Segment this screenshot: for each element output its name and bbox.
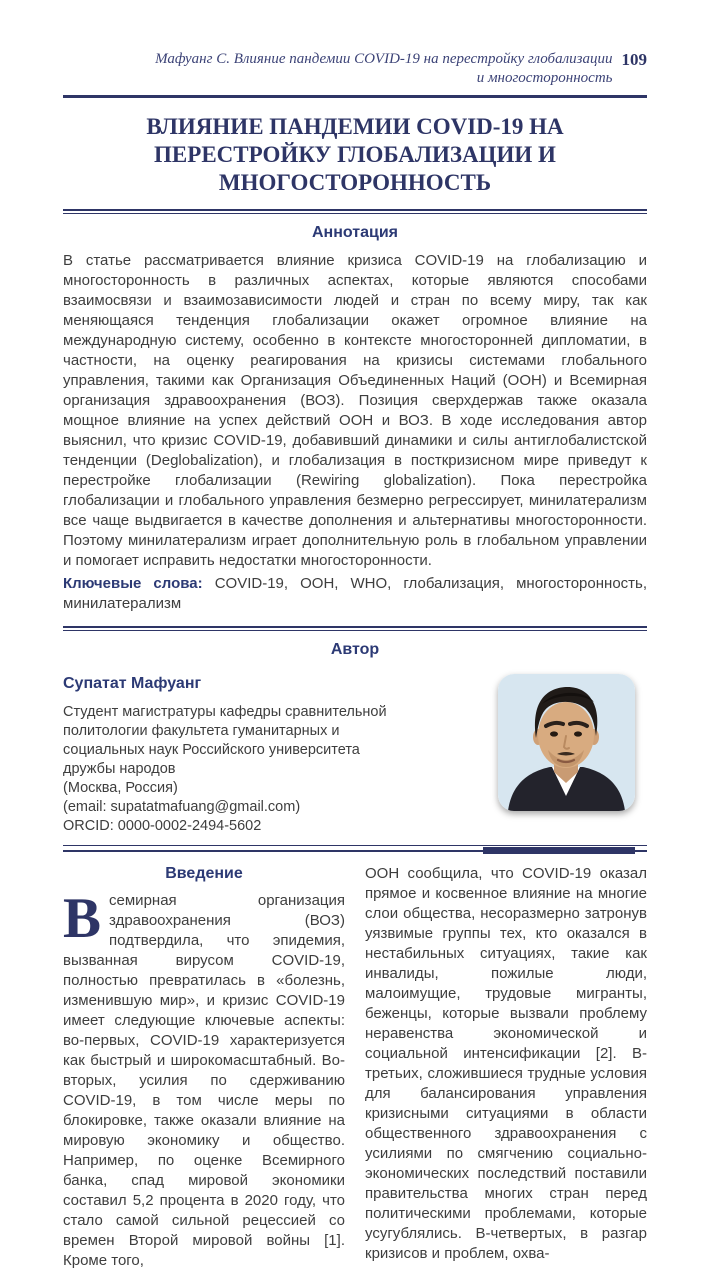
intro-column-right bbox=[365, 864, 647, 1271]
author-heading: Автор bbox=[330, 641, 380, 658]
keywords-label: Ключевые слова: bbox=[63, 575, 203, 592]
running-header bbox=[63, 50, 647, 88]
intro-column-left bbox=[63, 864, 345, 1271]
author-name: Супатат Мафуанг bbox=[63, 675, 202, 692]
title-rule bbox=[63, 209, 647, 214]
article-title: ВЛИЯНИЕ ПАНДЕМИИ COVID-19 НА ПЕРЕСТРОЙКУ ГЛОБАЛИЗАЦИИ И МНОГОСТОРОННОСТЬ bbox=[146, 114, 564, 195]
author-location: (Москва, Россия) bbox=[63, 780, 178, 796]
introduction-heading: Введение bbox=[165, 865, 243, 882]
intro-paragraph-right: ООН сообщила, что COVID-19 оказал прямое и косвенное влияние на многие слои общества, несоразмерно затронув уязвимые группы тех, кто оказался в нестабильных ситуациях, такие как инвалиды, пожилые люди, малоимущие, трудовые мигранты, беженцы, которые вызвали проблему неравенства экономической и социальной интенсификации [2]. В-третьих, сложившиеся трудные условия для балансирования управления кризисными ситуациями в области общественного здравоохранения с усилиями по смягчению социально-экономических последствий поставили правительства многих стран перед политическими проблемами, которые усугублялись. В-четвертых, в разгар кризисов и проблем, охва- bbox=[365, 865, 647, 1262]
intro-paragraph-left bbox=[63, 887, 345, 1271]
author-affiliation: Студент магистратуры кафедры сравнительной политологии факультета гуманитарных и социальных наук Российского университета дружбы народов bbox=[63, 704, 387, 777]
page-number: 109 bbox=[621, 50, 647, 69]
author-email: (email: supatatmafuang@gmail.com) bbox=[63, 799, 301, 815]
running-title-line1: Мафуанг С. Влияние пандемии COVID-19 на перестройку глобализации bbox=[155, 51, 613, 67]
author-photo bbox=[498, 674, 635, 811]
author-block bbox=[63, 674, 647, 836]
abstract-text: В статье рассматривается влияние кризиса COVID-19 на глобализацию и многосторонность в различных аспектах, которые являются способами взаимосвязи и взаимозависимости людей и стран по всему миру, так как меняющаяся тенденция глобализации окажет огромное влияние на международную систему, особенно в контексте многосторонней дипломатии, в частности, на оценку реагирования на кризисы системами глобального управления, такими как Организация Объединенных Наций (ООН) и Всемирная организация здравоохранения (ВОЗ). Позиция сверхдержав также оказала мощное влияние на успех действий ООН и ВОЗ. В ходе исследования автор выяснил, что кризис COVID-19, добавивший динамики и силы антиглобалистской тенденции (Deglobalization), и глобализация в посткризисном мире приведут к перестройке глобализации (Rewiring globalization). Пока перестройка глобализации и глобального управления безмерно регрессирует, минилатерализм все чаще выдвигается в качестве дополнения и альтернативы многосторонности. Поэтому минилатерализм играет дополнительную роль в глобальном управлении и помогает исправить недостатки многосторонности. bbox=[63, 252, 647, 569]
keywords-line bbox=[63, 574, 647, 614]
running-title bbox=[155, 50, 612, 88]
running-title-line2: и многосторонность bbox=[476, 70, 613, 86]
author-orcid: ORCID: 0000-0002-2494-5602 bbox=[63, 818, 262, 834]
keywords-list: COVID-19, ООН, WHO, глобализация, многосторонность, минилатерализм bbox=[63, 575, 648, 612]
author-bottom-rule bbox=[63, 845, 647, 852]
author-section-rule bbox=[63, 626, 647, 631]
introduction-columns bbox=[63, 864, 647, 1271]
intro-paragraph-left-text: семирная организация здравоохранения (ВОЗ) подтвердила, что эпидемия, вызванная вирусом COVID-19, полностью превратилась в «болезнь, изменившую мир», и кризис COVID-19 имеет следующие ключевые аспекты: во-первых, COVID-19 характеризуется как быстрый и широкомасштабный. Во-вторых, усилия по сдерживанию COVID-19, в том числе меры по блокировке, также оказали влияние на мировую экономику и общество. Например, по оценке Всемирного банка, спад мировой экономики составил 5,2 процента в 2020 году, что стало самой сильной рецессией со времен Второй мировой войны [1]. Кроме того, bbox=[63, 892, 345, 1269]
abstract-heading: Аннотация bbox=[312, 224, 398, 241]
dropcap-letter: В bbox=[63, 887, 102, 950]
author-info bbox=[63, 674, 401, 836]
header-rule bbox=[63, 95, 647, 98]
separator-thick-bar bbox=[483, 847, 635, 854]
portrait-photo-illustration bbox=[498, 674, 635, 811]
